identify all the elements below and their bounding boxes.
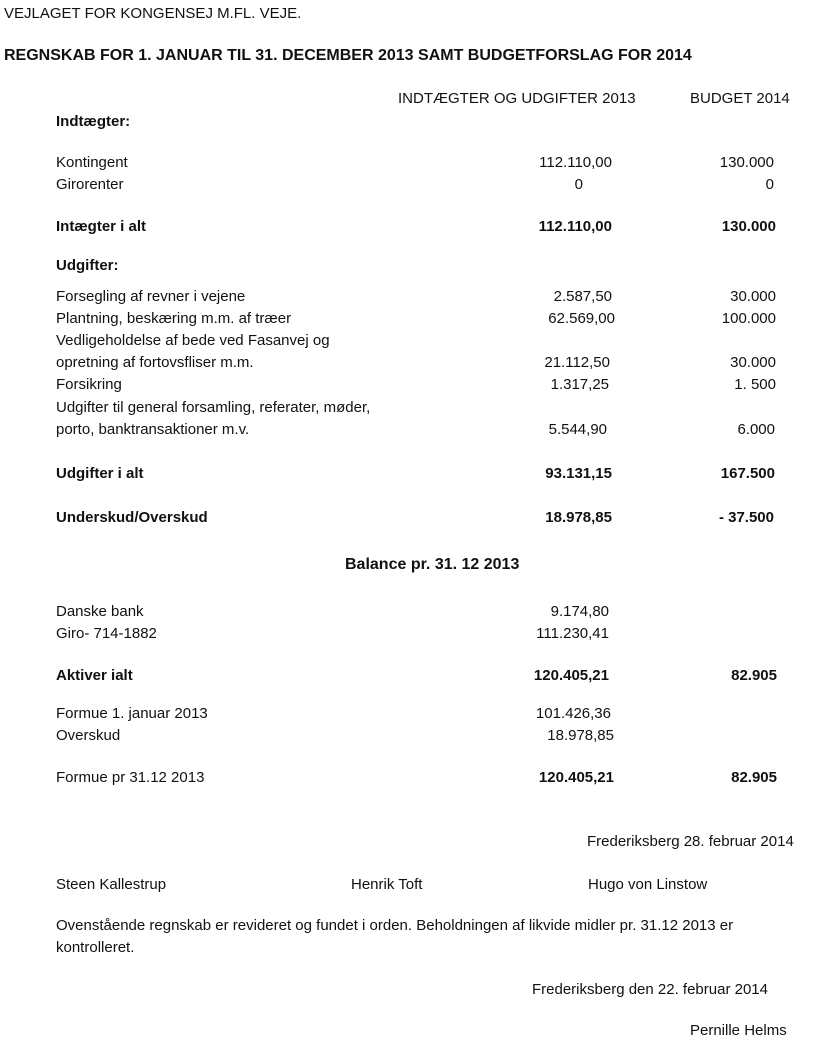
- expense-row-label: Plantning, beskæring m.m. af træer: [56, 310, 292, 327]
- income-row-actual: 112.110,00: [539, 154, 612, 171]
- column-header-budget: BUDGET 2014: [690, 90, 790, 107]
- audit-place-date: Frederiksberg den 22. februar 2014: [532, 981, 768, 998]
- expense-row-label-line1: Udgifter til general forsamling, referater, møder,: [56, 399, 371, 416]
- auditor-name: Pernille Helms: [690, 1022, 787, 1039]
- income-total-actual: 112.110,00: [538, 218, 612, 235]
- column-header-actual: INDTÆGTER OG UDGIFTER 2013: [398, 90, 636, 107]
- income-total-label: Intægter i alt: [56, 218, 147, 235]
- result-actual: 18.978,85: [545, 509, 612, 526]
- income-row-actual: 0: [574, 176, 583, 193]
- expense-row-actual: 21.112,50: [544, 354, 610, 371]
- assets-total-label: Aktiver ialt: [56, 667, 133, 684]
- assets-total-actual: 120.405,21: [533, 667, 609, 684]
- income-row-label: Girorenter: [56, 176, 124, 193]
- income-heading: Indtægter:: [56, 113, 131, 130]
- balance-row-label: Giro- 714-1882: [56, 625, 157, 642]
- expense-row-label-line1: Vedligeholdelse af bede ved Fasanvej og: [56, 332, 330, 349]
- equity-total-label: Formue pr 31.12 2013: [56, 769, 205, 786]
- income-total-budget: 130.000: [721, 218, 776, 235]
- expense-row-budget: 30.000: [730, 354, 776, 371]
- income-row-budget: 130.000: [719, 154, 774, 171]
- expense-row-budget: 100.000: [721, 310, 776, 327]
- expense-row-budget: 30.000: [730, 288, 776, 305]
- expenses-total-actual: 93.131,15: [545, 465, 612, 482]
- result-budget: - 37.500: [718, 509, 774, 526]
- balance-row-actual: 9.174,80: [550, 603, 609, 620]
- expense-row-label-line2: porto, banktransaktioner m.v.: [56, 421, 250, 438]
- equity-total-actual: 120.405,21: [538, 769, 614, 786]
- equity-row-label: Overskud: [56, 727, 121, 744]
- assets-total-budget: 82.905: [731, 667, 777, 684]
- signatory-name: Steen Kallestrup: [56, 876, 167, 893]
- equity-row-actual: 18.978,85: [547, 727, 614, 744]
- balance-row-actual: 111.230,41: [536, 625, 609, 642]
- equity-total-budget: 82.905: [731, 769, 777, 786]
- expense-row-actual: 62.569,00: [548, 310, 615, 327]
- audit-statement-line1: Ovenstående regnskab er revideret og fundet i orden. Beholdningen af likvide midler pr. 31.12 2013 er: [56, 917, 734, 934]
- organization-name: VEJLAGET FOR KONGENSEJ M.FL. VEJE.: [4, 5, 302, 22]
- income-row-budget: 0: [765, 176, 774, 193]
- expense-row-budget: 1. 500: [734, 376, 776, 393]
- document-title: REGNSKAB FOR 1. JANUAR TIL 31. DECEMBER 2013 SAMT BUDGETFORSLAG FOR 2014: [4, 47, 692, 64]
- signatory-name: Henrik Toft: [351, 876, 423, 893]
- expenses-total-label: Udgifter i alt: [56, 465, 144, 482]
- expense-row-actual: 5.544,90: [548, 421, 607, 438]
- signatory-name: Hugo von Linstow: [588, 876, 708, 893]
- income-row-label: Kontingent: [56, 154, 128, 171]
- expense-row-budget: 6.000: [737, 421, 775, 438]
- audit-statement-line2: kontrolleret.: [56, 939, 135, 956]
- expenses-heading: Udgifter:: [56, 257, 119, 274]
- expense-row-label-line2: opretning af fortovsfliser m.m.: [56, 354, 254, 371]
- expenses-total-budget: 167.500: [720, 465, 775, 482]
- equity-row-actual: 101.426,36: [535, 705, 611, 722]
- expense-row-label: Forsegling af revner i vejene: [56, 288, 246, 305]
- balance-heading: Balance pr. 31. 12 2013: [345, 556, 520, 573]
- signature-place-date: Frederiksberg 28. februar 2014: [587, 833, 794, 850]
- result-label: Underskud/Overskud: [56, 509, 208, 526]
- expense-row-actual: 2.587,50: [553, 288, 612, 305]
- expense-row-actual: 1.317,25: [550, 376, 609, 393]
- equity-row-label: Formue 1. januar 2013: [56, 705, 208, 722]
- expense-row-label: Forsikring: [56, 376, 122, 393]
- balance-row-label: Danske bank: [56, 603, 144, 620]
